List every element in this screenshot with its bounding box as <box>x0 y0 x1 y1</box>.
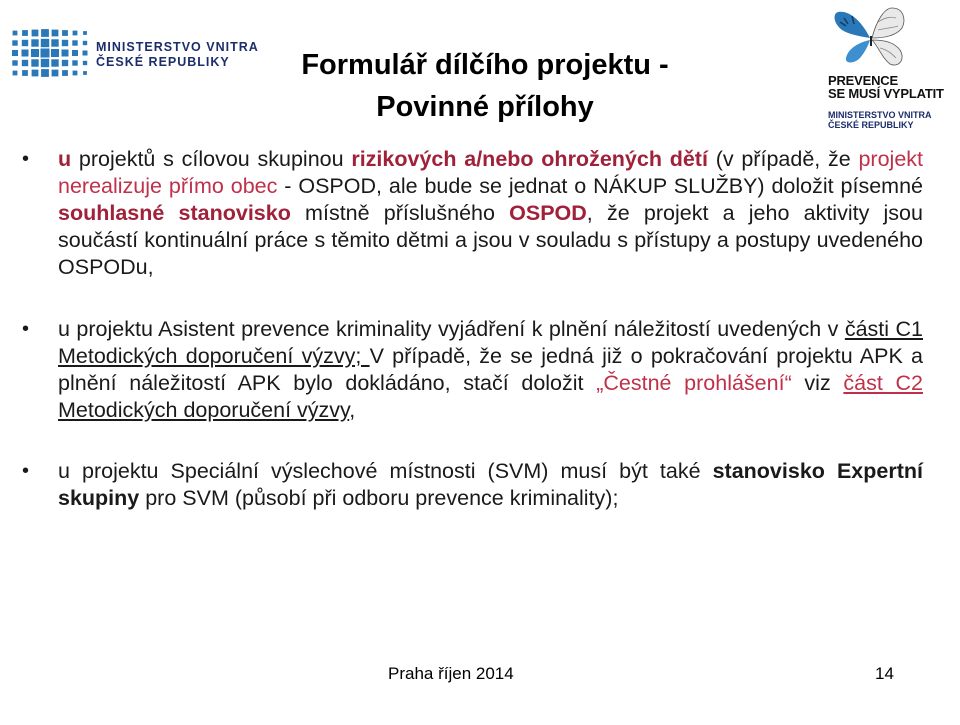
bullet-text-segment: část C2 <box>843 371 923 395</box>
bullet-svm <box>18 458 923 512</box>
bullet-text-segment: místně příslušného <box>290 201 510 225</box>
prevence-logo-text <box>828 74 944 100</box>
prevence-logo-sub1: MINISTERSTVO VNITRA <box>828 110 932 120</box>
ministry-logo-line2: ČESKÉ REPUBLIKY <box>96 55 230 69</box>
bullet-text-segment: projektů s cílovou skupinou <box>71 147 352 171</box>
footer-date: Praha říjen 2014 <box>388 664 514 683</box>
prevence-logo-subtext <box>828 110 932 130</box>
bullet-text-segment: u projektu Speciální výslechové místnosti (SVM) musí být také <box>58 459 713 483</box>
slide-title <box>200 44 770 128</box>
prevence-logo-line1: PREVENCE <box>828 73 898 88</box>
bullet-apk <box>18 316 923 424</box>
bullet-text-segment: u <box>58 147 72 171</box>
bullet-text-segment: (v případě, že <box>707 147 859 171</box>
bullet-text-segment: , <box>349 398 356 422</box>
butterfly-icon <box>812 0 952 75</box>
bullet-text-segment: Metodických doporučení výzvy <box>58 398 350 422</box>
bullet-text-segment: viz <box>791 371 844 395</box>
slide-content <box>18 146 923 512</box>
slide-title-line1: Formulář dílčího projektu - <box>301 49 669 81</box>
bullet-ospod <box>18 146 923 281</box>
ministry-logo-line1: MINISTERSTVO VNITRA <box>96 40 259 54</box>
bullet-text-segment: části C1 Metodických doporučení výzvy; <box>58 317 923 368</box>
bullet-text-segment: , že projekt a jeho aktivity jsou součástí kontinuální práce s těmito dětmi a jsou v souladu s přístupy a postupy uvedeného OSPODu, <box>58 201 923 279</box>
page-number: 14 <box>875 664 894 683</box>
bullet-text-segment: pro SVM (působí při odboru prevence kriminality); <box>139 486 619 510</box>
bullet-text-segment: OSPOD <box>509 201 587 225</box>
bullet-text-segment: stanovisko Expertní skupiny <box>58 459 923 510</box>
bullet-text-segment: projekt nerealizuje přímo obec <box>58 147 924 198</box>
bullet-text-segment: souhlasné stanovisko <box>58 201 291 225</box>
ministry-dots-icon <box>10 28 90 78</box>
prevence-logo-line2: SE MUSÍ VYPLATIT <box>828 86 944 101</box>
bullet-text-segment: u projektu Asistent prevence kriminality vyjádření k plnění náležitostí uvedených v <box>58 317 845 341</box>
bullet-text-segment: rizikových a/nebo ohrožených dětí <box>351 147 708 171</box>
bullet-text-segment: „Čestné prohlášení“ <box>596 371 792 395</box>
bullet-text-segment: V případě, že se jedná již o pokračování projektu APK a plnění náležitostí APK bylo dokládáno, stačí doložit <box>58 344 924 395</box>
slide-title-line2: Povinné přílohy <box>376 91 594 123</box>
bullet-text-segment: - OSPOD, ale bude se jednat o NÁKUP SLUŽBY) doložit písemné <box>277 174 923 198</box>
prevence-logo-sub2: ČESKÉ REPUBLIKY <box>828 120 914 130</box>
